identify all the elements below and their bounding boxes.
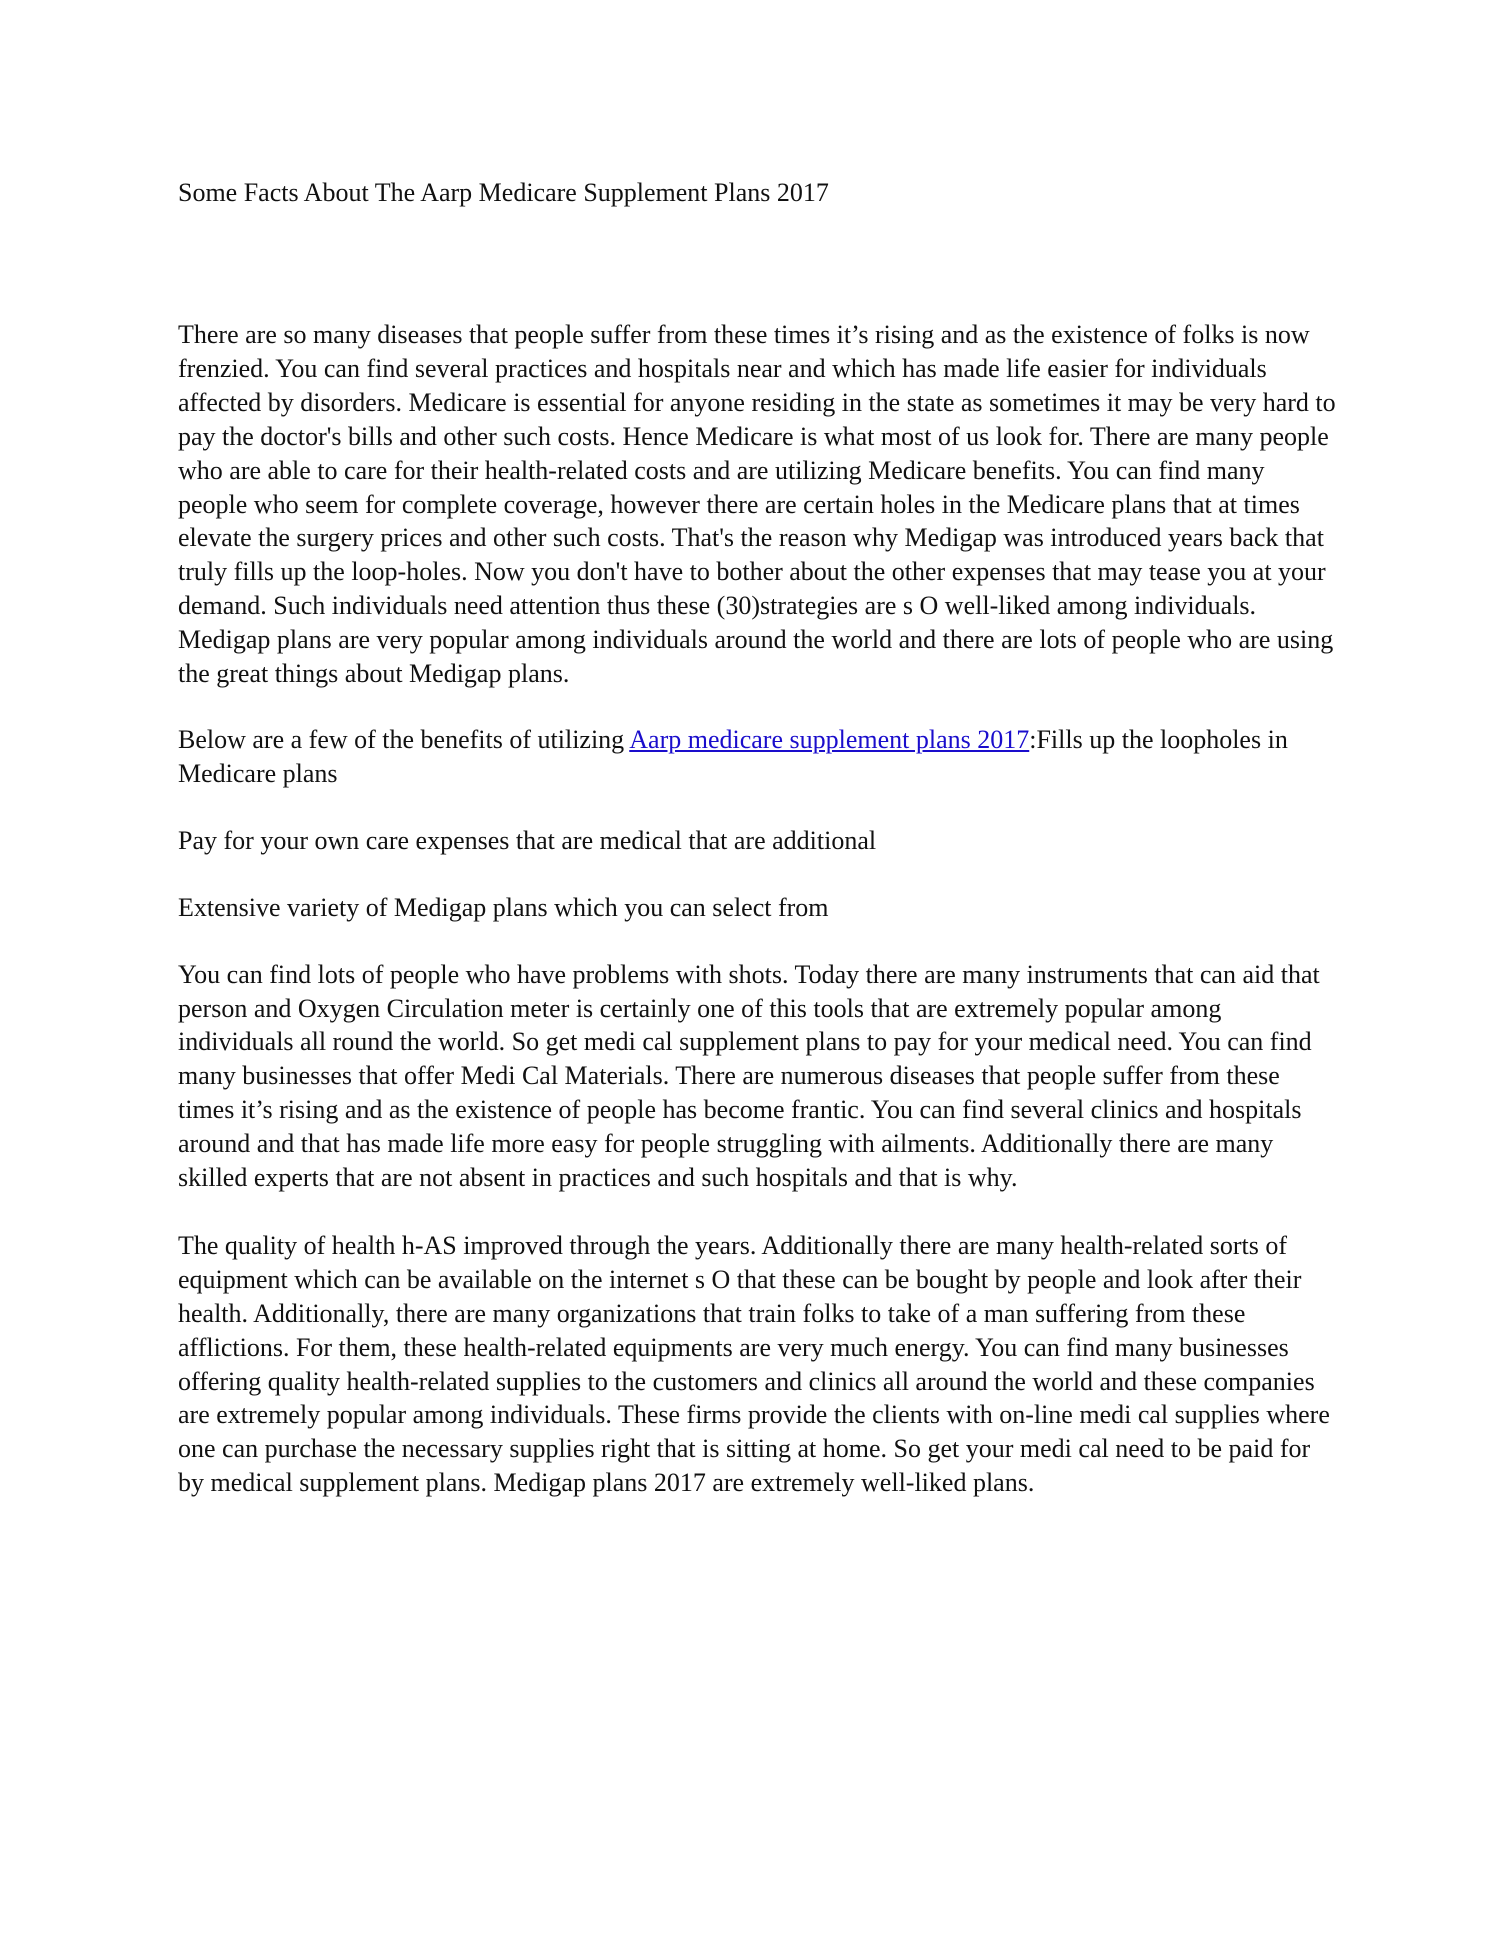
paragraph-shots: You can find lots of people who have problems with shots. Today there are many instruments that can aid that person and Oxygen Circulation meter is certainly one of this tools that are extremely popular among individuals all round the world. So get medi cal supplement plans to pay for your medical need. You can find many businesses that offer Medi Cal Materials. There are numerous diseases that people suffer from these times it’s rising and as the existence of people has become frantic. You can find several clinics and hospitals around and that has made life more easy for people struggling with ailments. Additionally there are many skilled experts that are not absent in practices and such hospitals and that is why.	[178, 959, 1320, 1193]
document-title: Some Facts About The Aarp Medicare Supplement Plans 2017	[178, 178, 829, 207]
paragraph-benefits	[178, 723, 1338, 791]
benefits-text-after-link: :Fills up the loopholes in Medicare plans	[178, 724, 1288, 788]
paragraph-benefit-variety: Extensive variety of Medigap plans which you can select from	[178, 892, 829, 922]
aarp-plans-link[interactable]: Aarp medicare supplement plans 2017	[629, 724, 1030, 754]
paragraph-benefit-pay: Pay for your own care expenses that are medical that are additional	[178, 825, 877, 855]
document-page	[178, 176, 1338, 1500]
paragraph-quality: The quality of health h-AS improved through the years. Additionally there are many health-related sorts of equipment which can be available on the internet s O that these can be bought by people and look after their health. Additionally, there are many organizations that train folks to take of a man suffering from these afflictions. For them, these health-related equipments are very much energy. You can find many businesses offering quality health-related supplies to the customers and clinics all around the world and these companies are extremely popular among individuals. These firms provide the clients with on-line medi cal supplies where one can purchase the necessary supplies right that is sitting at home. So get your medi cal need to be paid for by medical supplement plans. Medigap plans 2017 are extremely well-liked plans.	[178, 1230, 1330, 1498]
paragraph-intro: There are so many diseases that people suffer from these times it’s rising and as the existence of folks is now frenzied. You can find several practices and hospitals near and which has made life easier for individuals affected by disorders. Medicare is essential for anyone residing in the state as sometimes it may be very hard to pay the doctor's bills and other such costs. Hence Medicare is what most of us look for. There are many people who are able to care for their health-related costs and are utilizing Medicare benefits. You can find many people who seem for complete coverage, however there are certain holes in the Medicare plans that at times elevate the surgery prices and other such costs. That's the reason why Medigap was introduced years back that truly fills up the loop-holes. Now you don't have to bother about the other expenses that may tease you at your demand. Such individuals need attention thus these (30)strategies are s O well-liked among individuals. Medigap plans are very popular among individuals around the world and there are lots of people who are using the great things about Medigap plans.	[178, 320, 1336, 689]
benefits-text-before-link: Below are a few of the benefits of utilizing	[178, 724, 630, 754]
